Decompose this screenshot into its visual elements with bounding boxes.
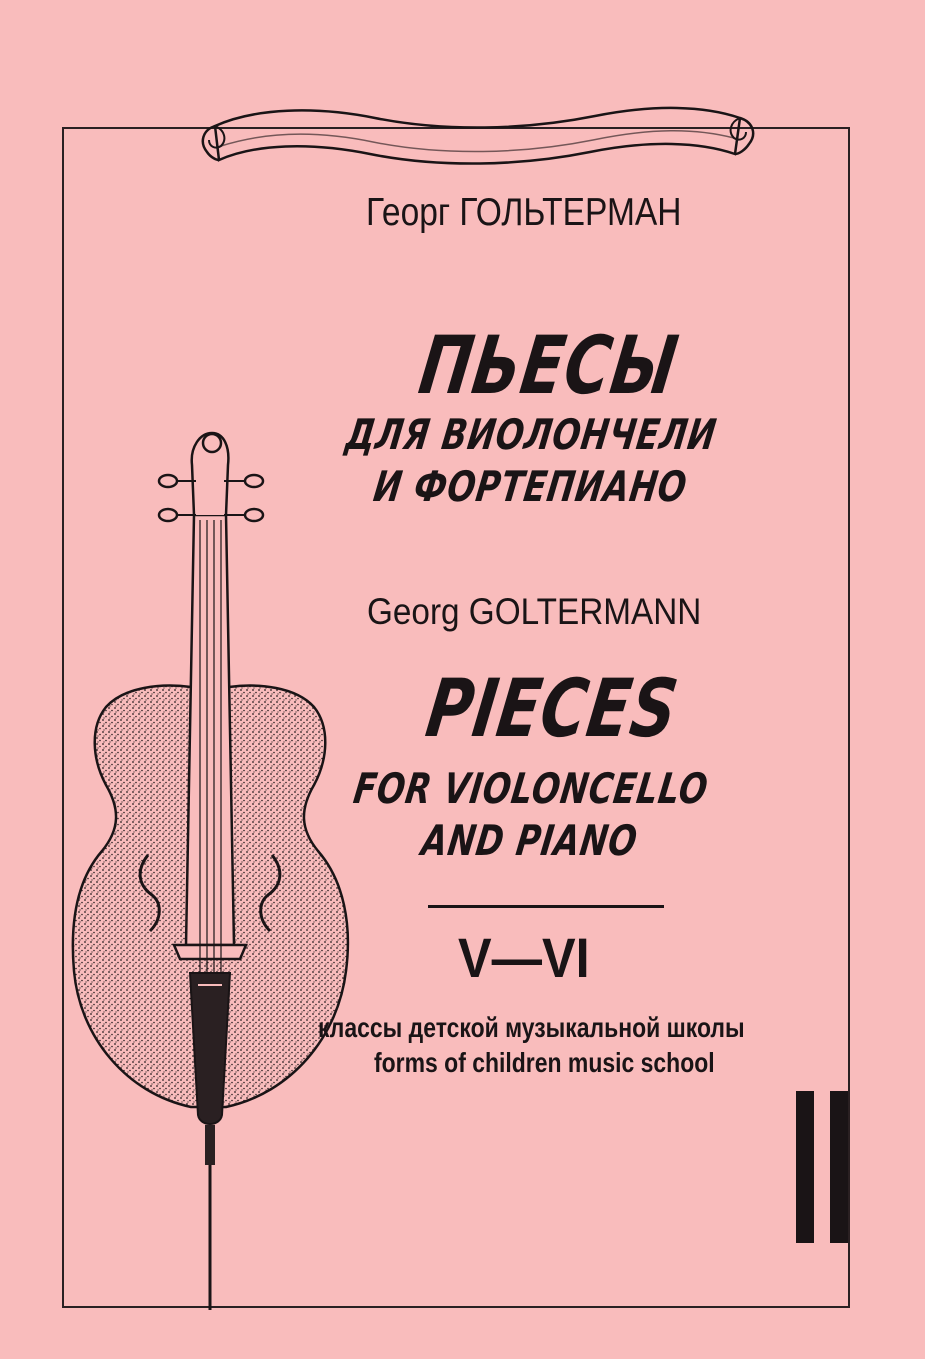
divider-rule xyxy=(428,905,664,908)
title-en: PIECES xyxy=(420,662,684,755)
subtitle-en-line1: FOR VIOLONCELLO xyxy=(350,764,712,813)
cello-illustration-icon xyxy=(66,425,356,1315)
subtitle-en-line2: AND PIANO xyxy=(418,816,641,865)
volume-bar xyxy=(796,1091,814,1243)
grades-label: V—VI xyxy=(458,926,590,989)
volume-bar xyxy=(830,1091,848,1243)
school-level-ru: классы детской музыкальной школы xyxy=(318,1012,745,1043)
title-ru: ПЬЕСЫ xyxy=(413,319,684,412)
subtitle-ru-line1: ДЛЯ ВИОЛОНЧЕЛИ xyxy=(342,410,720,459)
subtitle-ru-line2: И ФОРТЕПИАНО xyxy=(370,462,691,511)
school-level-en: forms of children music school xyxy=(374,1047,715,1078)
volume-number-mark xyxy=(796,1091,848,1243)
composer-name-en: Georg GOLTERMANN xyxy=(367,591,702,632)
ribbon-banner-icon xyxy=(195,96,760,186)
composer-name-ru: Георг ГОЛЬТЕРМАН xyxy=(366,191,682,234)
